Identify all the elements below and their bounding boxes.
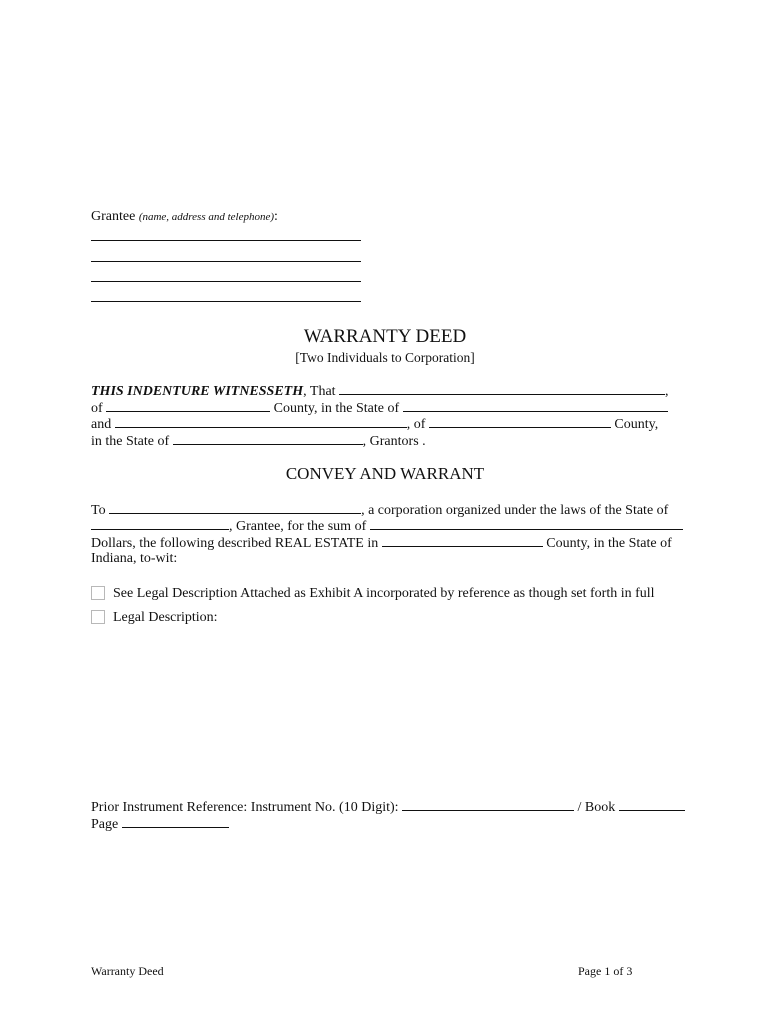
document-title: WARRANTY DEED (303, 326, 467, 347)
indenture-of: of (91, 401, 103, 416)
convey-dollars: Dollars, the following described REAL ESTATE in (91, 536, 379, 551)
exhibit-a-checkbox[interactable] (91, 586, 105, 600)
grantor-names-blank[interactable] (339, 381, 665, 395)
grantee-line-3[interactable] (91, 281, 361, 282)
exhibit-a-label: See Legal Description Attached as Exhibit A incorporated by reference as though set forth in full (113, 586, 655, 601)
grantee-label: Grantee (91, 209, 136, 224)
corp-state-blank[interactable] (91, 516, 229, 530)
indenture-lead: THIS INDENTURE WITNESSETH (91, 384, 304, 399)
indenture-line-4 (91, 431, 426, 450)
legal-description-checkbox[interactable] (91, 610, 105, 624)
footer-left: Warranty Deed (91, 964, 164, 978)
real-estate-county-blank[interactable] (382, 533, 543, 547)
document-subtitle: [Two Individuals to Corporation] (295, 350, 475, 365)
grantee-line-4[interactable] (91, 301, 361, 302)
grantee-line-2[interactable] (91, 261, 361, 262)
prior-label: Prior Instrument Reference: Instrument No. (10 Digit): (91, 800, 399, 815)
instrument-number-blank[interactable] (402, 797, 574, 811)
indenture-comma-of: , of (406, 417, 426, 432)
state-blank-2[interactable] (173, 431, 363, 445)
convey-to: To (91, 503, 106, 518)
indenture-that: , That (303, 384, 336, 399)
book-blank[interactable] (619, 797, 685, 811)
grantee-colon: : (274, 209, 278, 224)
prior-page: Page (91, 817, 119, 832)
indenture-comma: , (665, 384, 669, 399)
convey-line-3 (91, 533, 672, 552)
page-blank[interactable] (122, 814, 229, 828)
prior-book: / Book (577, 800, 616, 815)
indenture-grantors: , Grantors . (362, 434, 426, 449)
grantee-hint: (name, address and telephone) (138, 211, 275, 223)
grantee-line-1[interactable] (91, 240, 361, 241)
indenture-county-state: County, in the State of (273, 401, 400, 416)
prior-line-2 (91, 814, 229, 833)
convey-grantee-sum: , Grantee, for the sum of (229, 519, 367, 534)
convey-line-4: Indiana, to-wit: (91, 551, 178, 566)
convey-county-state: County, in the State of (546, 536, 672, 551)
sum-blank[interactable] (370, 516, 683, 530)
legal-description-label: Legal Description: (113, 610, 218, 625)
convey-corp: , a corporation organized under the laws of the State of (361, 503, 669, 518)
grantor-2-blank[interactable] (115, 414, 407, 428)
county-blank-2[interactable] (429, 414, 611, 428)
grantee-label-line (91, 208, 278, 226)
indenture-and: and (91, 417, 112, 432)
convey-heading: CONVEY AND WARRANT (285, 464, 485, 483)
indenture-county: County, (614, 417, 659, 432)
corporation-name-blank[interactable] (109, 500, 361, 514)
footer-page-number: Page 1 of 3 (578, 964, 633, 978)
county-blank-1[interactable] (106, 398, 270, 412)
state-blank-1[interactable] (403, 398, 668, 412)
indenture-in-state: in the State of (91, 434, 170, 449)
